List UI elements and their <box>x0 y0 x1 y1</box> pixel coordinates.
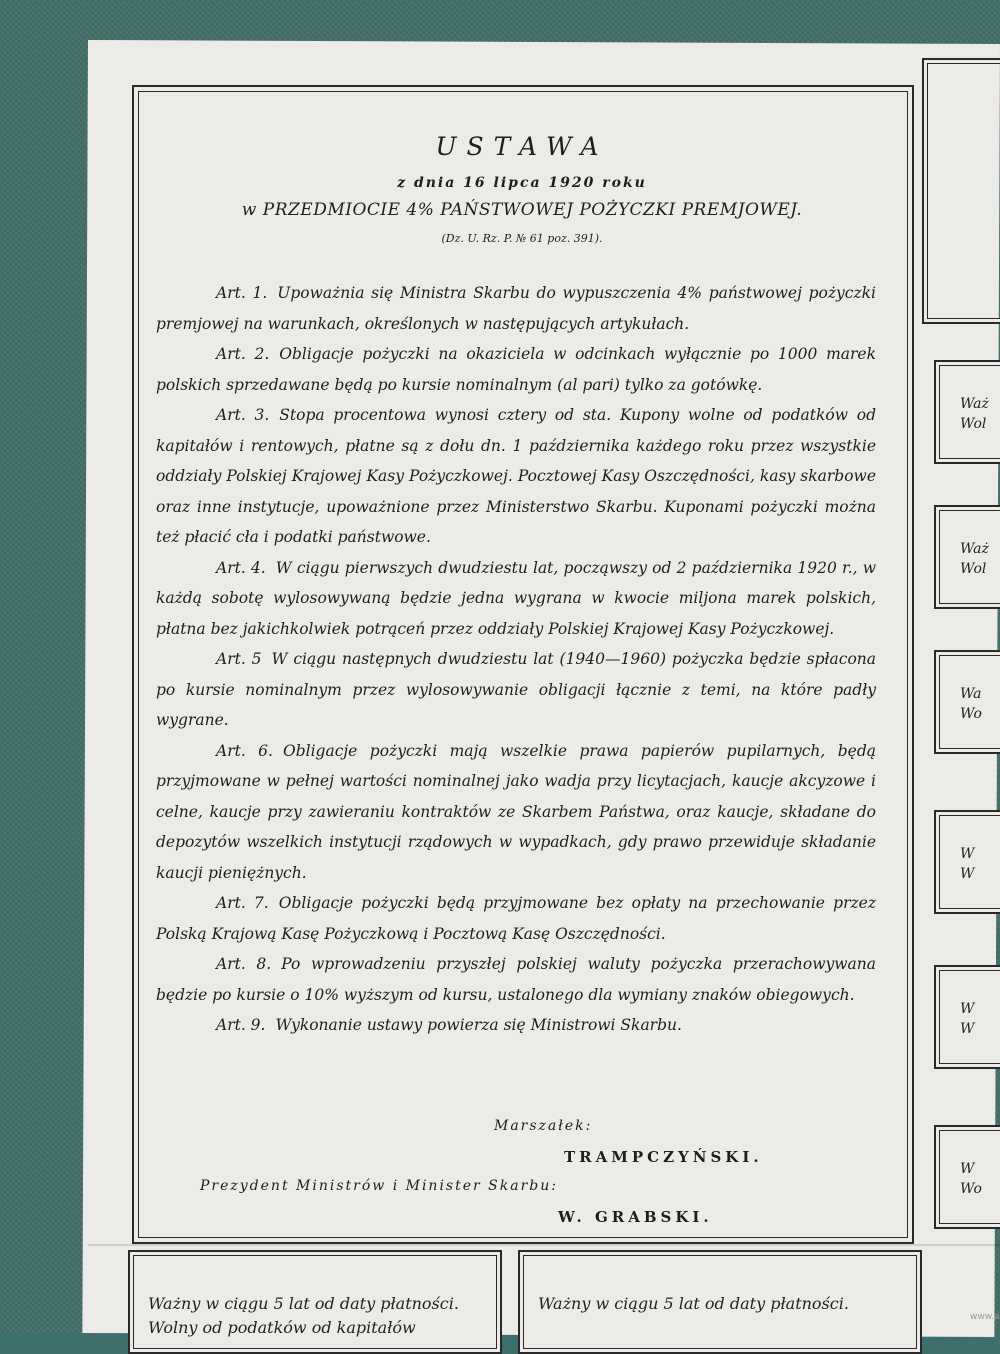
article <box>156 1010 876 1041</box>
coupon-right <box>934 810 1000 914</box>
article-number: Art. 2. <box>216 345 270 363</box>
coupon-line: Wo <box>960 1181 982 1197</box>
coupon-right <box>934 965 1000 1069</box>
prime-minister-title: Prezydent Ministrów i Minister Skarbu: <box>200 1178 558 1194</box>
coupon-line: Ważny w ciągu 5 lat od daty płatności. <box>148 1294 459 1313</box>
article-text: Upoważnia się Ministra Skarbu do wypuszczenia 4% państwowej pożyczki premjowej na warunkach, określonych w następujących artykułach. <box>156 284 876 333</box>
law-document <box>148 100 896 1226</box>
coupon-right <box>934 505 1000 609</box>
article-text: Obligacje pożyczki na okaziciela w odcinkach wyłącznie po 1000 marek polskich sprzedawane będą po kursie nominalnym (al pari) tylko za gotówkę. <box>156 345 876 394</box>
marshal-name: TRAMPCZYŃSKI. <box>564 1148 763 1166</box>
coupon-line: Waż <box>960 396 989 412</box>
coupon-line: W <box>960 1161 975 1177</box>
coupon-line: Ważny w ciągu 5 lat od daty płatności. <box>538 1294 849 1313</box>
paper-fold <box>88 1244 1000 1246</box>
marshal-title: Marszałek: <box>494 1118 593 1134</box>
article <box>156 400 876 553</box>
articles-list <box>156 278 876 1041</box>
coupon-right <box>934 650 1000 754</box>
article-text: W ciągu pierwszych dwudziestu lat, począwszy od 2 października 1920 r., w każdą sobotę wylosowywaną będzie jedna wygrana w kwocie miljona marek polskich, płatna bez jakichkolwiek potrąceń przez oddziały Polskiej Krajowej Kasy Pożyczkowej. <box>156 558 876 638</box>
article <box>156 949 876 1010</box>
coupon-right <box>934 360 1000 464</box>
article-text: W ciągu następnych dwudziestu lat (1940—1960) pożyczka będzie spłacona po kursie nominalnym przez wylosowywanie obligacji łącznie z temi, na które padły wygrane. <box>156 650 876 729</box>
coupon-line: W <box>960 1001 975 1017</box>
coupon-bottom <box>518 1250 922 1354</box>
article <box>156 339 876 400</box>
coupon-line: Wa <box>960 686 982 702</box>
coupon-right <box>934 1125 1000 1229</box>
coupon-line: Wol <box>960 416 987 432</box>
coupon-line: W <box>960 1021 975 1037</box>
article-text: Wykonanie ustawy powierza się Ministrowi Skarbu. <box>275 1016 682 1034</box>
prime-minister-name: W. GRABSKI. <box>558 1208 713 1226</box>
article-text: Stopa procentowa wynosi cztery od sta. Kupony wolne od podatków od kapitałów i rentowych, płatne są z dołu dn. 1 października każdego roku przez wszystkie oddziały Polskiej Krajowej Kasy Pożyczkowej. Pocztowej Kasy Oszczędności, kasy skarbowe oraz inne instytucje, upoważnione przez Ministerstwo Skarbu. Kuponami pożyczki można też płacić cła i podatki państwowe. <box>156 406 876 546</box>
article <box>156 553 876 645</box>
coupon-line: Wol <box>960 561 987 577</box>
document-title: USTAWA <box>435 132 609 161</box>
article-text: Po wprowadzeniu przyszłej polskiej waluty pożyczka przerachowywana będzie po kursie o 10% wyższym od kursu, ustalonego dla wymiany znaków obiegowych. <box>156 955 876 1004</box>
article-text: Obligacje pożyczki mają wszelkie prawa papierów pupilarnych, będą przyjmowane w pełnej wartości nominalnej jako wadja przy licytacjach, kaucje akcyzowe i celne, kaucje przy zawieraniu kontraktów ze Skarbem Państwa, oraz kaucje, składane do depozytów wszelkich instytucji rządowych w wypadkach, gdy prawo przewiduje składanie kaucji pieniężnych. <box>156 741 876 882</box>
watermark: www.a <box>970 1312 1000 1322</box>
article-number: Art. 3. <box>216 406 270 424</box>
article-number: Art. 7. <box>216 894 269 912</box>
document-subject: w PRZEDMIOCIE 4% PAŃSTWOWEJ POŻYCZKI PREMJOWEJ. <box>241 200 803 220</box>
article <box>156 736 876 889</box>
article <box>156 644 876 736</box>
coupon-line: W <box>960 846 975 862</box>
article-number: Art. 8. <box>216 955 272 973</box>
article-number: Art. 5 <box>216 650 262 668</box>
article-number: Art. 4. <box>216 558 266 577</box>
coupon-line: Waż <box>960 541 989 557</box>
article <box>156 888 876 949</box>
coupon-line: Wo <box>960 706 982 722</box>
article-number: Art. 1. <box>216 284 268 302</box>
coupon-line: Wolny od podatków od kapitałów <box>148 1318 416 1337</box>
coupon-bottom <box>128 1250 502 1354</box>
article-number: Art. 6. <box>216 741 273 760</box>
article <box>156 278 876 339</box>
document-date: z dnia 16 lipca 1920 roku <box>397 175 647 191</box>
document-reference: (Dz. U. Rz. P. № 61 poz. 391). <box>441 232 603 245</box>
coupon-right-top <box>922 58 1000 324</box>
coupon-line: W <box>960 866 975 882</box>
article-number: Art. 9. <box>216 1016 266 1034</box>
article-text: Obligacje pożyczki będą przyjmowane bez opłaty na przechowanie przez Polską Krajową Kasę Pożyczkową i Pocztową Kasę Oszczędności. <box>156 894 876 943</box>
